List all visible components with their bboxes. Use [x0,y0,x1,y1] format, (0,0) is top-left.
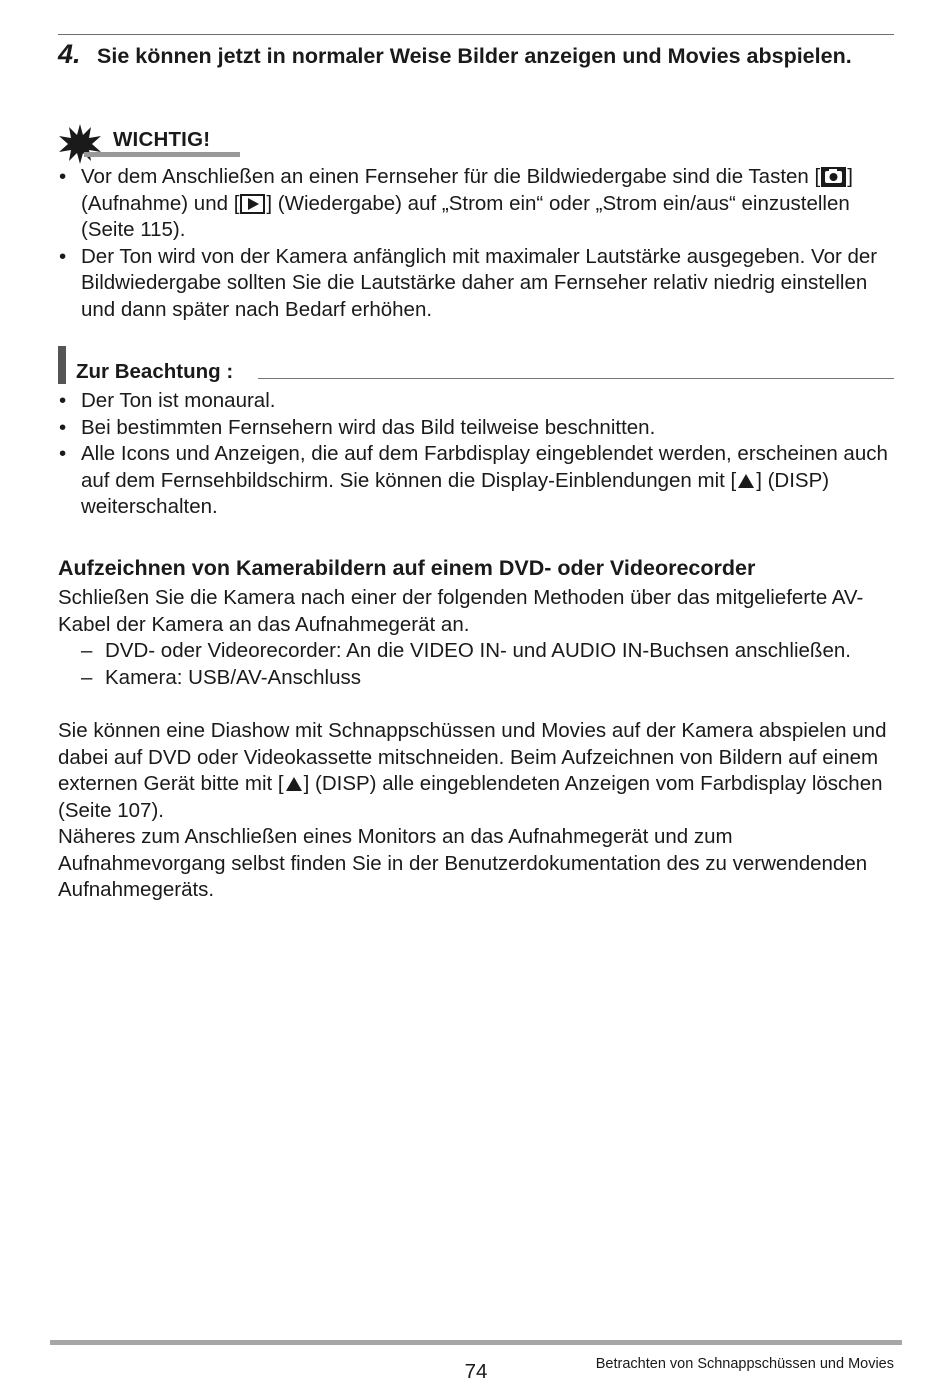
list-item [58,665,894,692]
step-number: 4. [58,39,81,69]
section-intro: Schließen Sie die Kamera nach einer der folgenden Methoden über das mitgelieferte AV-Kabel der Kamera an das Aufnahmegerät an. [58,586,864,636]
footer-chapter-title: Betrachten von Schnappschüssen und Movies [595,1356,894,1372]
list-item-text: Vor dem Anschließen an einen Fernseher für die Bildwiedergabe sind die Tasten [ [81,165,821,188]
wichtig-list [58,164,894,324]
camera-icon [821,167,846,187]
section-heading: Aufzeichnen von Kamerabildern auf einem DVD- oder Videorecorder [58,556,756,580]
bullet: • [59,389,67,412]
important-burst-icon [58,124,102,164]
triangle-up-icon [738,474,754,488]
section-paragraph-2 [58,718,894,824]
list-item-text: Der Ton ist monaural. [81,389,276,412]
list-item [58,164,894,244]
list-item [58,415,894,442]
wichtig-label: WICHTIG! [113,128,211,151]
list-item [58,244,894,324]
list-item [58,441,894,521]
beachtung-header [58,344,894,384]
list-item-text: Der Ton wird von der Kamera anfänglich mit maximaler Lautstärke ausgegeben. Vor der Bildwiedergabe sollten Sie die Lautstärke daher am Fernseher relativ niedrig einstellen und dann später nach Bedarf erhöhen. [81,244,878,321]
beachtung-side-bar [58,346,66,384]
dash: – [81,665,93,689]
list-item-text: ] (Aufnahme) und [ [81,165,853,215]
dash: – [81,639,93,662]
bullet: • [59,244,67,268]
list-item [58,638,894,665]
connection-list [58,638,894,691]
triangle-up-icon [286,777,302,791]
page-number: 74 [464,1360,488,1383]
list-item-text: Kamera: USB/AV-Anschluss [105,665,361,689]
top-rule [58,34,894,35]
footer-rule [50,1340,902,1345]
section-paragraph-3: Näheres zum Anschließen eines Monitors an das Aufnahmegerät und zum Aufnahmevorgang selbst finden Sie in der Benutzerdokumentation des zu verwendenden Aufnahmegeräts. [58,825,868,902]
play-icon [240,194,265,214]
wichtig-underline [84,152,240,157]
beachtung-label: Zur Beachtung : [76,360,234,383]
step-text: Sie können jetzt in normaler Weise Bilder anzeigen und Movies abspielen. [97,44,852,68]
bullet: • [59,415,67,439]
bullet: • [59,442,67,466]
beachtung-rule [258,378,894,379]
list-item-text: DVD- oder Videorecorder: An die VIDEO IN- und AUDIO IN-Buchsen anschließen. [105,639,851,662]
wichtig-header [58,124,240,160]
list-item-text: Alle Icons und Anzeigen, die auf dem Farbdisplay eingeblendet werden, erscheinen auch auf dem Fernsehbildschirm. Sie können die Display-Einblendungen mit [ [81,442,888,492]
bullet: • [59,165,67,188]
list-item-text: ] (Wiedergabe) auf „Strom ein“ oder „Strom ein/aus“ einzustellen (Seite 115). [81,191,850,242]
list-item-text: ] (DISP) weiterschalten. [81,468,830,519]
paragraph-text: Sie können eine Diashow mit Schnappschüssen und Movies auf der Kamera abspielen und dabei auf DVD oder Videokassette mitschneiden. Beim Aufzeichnen von Bildern auf einem externen Gerät bitte mit [ [58,719,887,796]
paragraph-text: ] (DISP) alle eingeblendeten Anzeigen vom Farbdisplay löschen (Seite 107). [58,772,883,822]
step-4 [58,38,894,70]
beachtung-list [58,388,894,521]
list-item-text: Bei bestimmten Fernsehern wird das Bild teilweise beschnitten. [81,415,656,439]
list-item [58,388,894,415]
